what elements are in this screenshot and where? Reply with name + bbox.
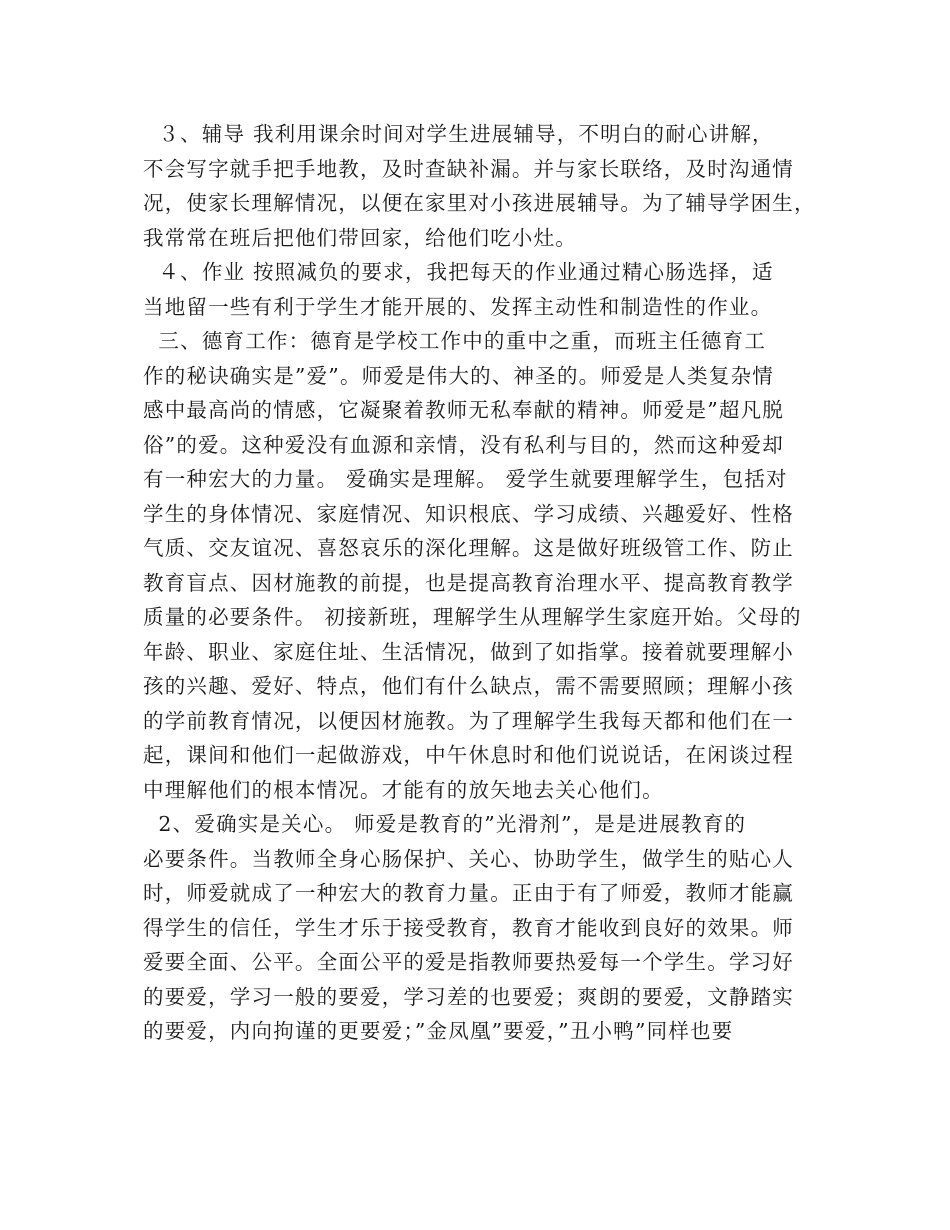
text-line: ３、辅导 我利用课余时间对学生进展辅导，不明白的耐心讲解， (143, 122, 774, 146)
text-line: 的学前教育情况，以便因材施教。为了理解学生我每天都和他们在一 (143, 708, 794, 733)
text-line: 有一种宏大的力量。 爱确实是理解。 爱学生就要理解学生，包括对 (143, 467, 788, 491)
text-line: 教育盲点、因材施教的前提，也是提高教育治理水平、提高教育教学 (143, 570, 794, 595)
text-line: 我常常在班后把他们带回家，给他们吃小灶。 (143, 225, 577, 250)
text-line: 质量的必要条件。 初接新班，理解学生从理解学生家庭开始。父母的 (143, 605, 802, 629)
text-line: 必要条件。当教师全身心肠保护、关心、协助学生，做学生的贴心人 (143, 846, 794, 871)
text-line: 三、德育工作：德育是学校工作中的重中之重，而班主任德育工 (143, 329, 767, 353)
text-line: 爱要全面、公平。全面公平的爱是指教师要热爱每一个学生。学习好 (143, 950, 794, 974)
text-line: 感中最高尚的情感，它凝聚着教师无私奉献的精神。师爱是”超凡脱 (143, 398, 784, 422)
text-line: 起，课间和他们一起做游戏，中午休息时和他们说说话，在闲谈过程 (143, 743, 794, 767)
text-line: 2、爱确实是关心。 师爱是教育的”光滑剂”，是是进展教育的 (143, 812, 747, 836)
text-line: 的要爱，内向拘谨的更要爱；”金凤凰”要爱，”丑小鸭”同样也要 (143, 1019, 734, 1043)
text-line: 年龄、职业、家庭住址、生活情况，做到了如指掌。接着就要理解小 (143, 639, 794, 664)
body-text (143, 117, 823, 1049)
text-line: 作的秘诀确实是”爱”。师爱是伟大的、神圣的。师爱是人类复杂情 (143, 363, 774, 388)
text-line: 孩的兴趣、爱好、特点，他们有什么缺点，需不需要照顾；理解小孩 (143, 674, 794, 698)
text-line: 的要爱，学习一般的要爱，学习差的也要爱；爽朗的要爱，文静踏实 (143, 984, 794, 1009)
text-line: 得学生的信任，学生才乐于接受教育，教育才能收到良好的效果。师 (143, 915, 794, 940)
text-line: 不会写字就手把手地教，及时查缺补漏。并与家长联络，及时沟通情 (143, 156, 794, 181)
text-line: ４、作业 按照减负的要求，我把每天的作业通过精心肠选择，适 (143, 260, 774, 284)
text-line: 时，师爱就成了一种宏大的教育力量。正由于有了师爱，教师才能赢 (143, 881, 794, 905)
text-line: 气质、交友谊况、喜怒哀乐的深化理解。这是做好班级管工作、防止 (143, 536, 794, 560)
text-line: 俗”的爱。这种爱没有血源和亲情，没有私利与目的，然而这种爱却 (143, 432, 784, 457)
text-line: 中理解他们的根本情况。才能有的放矢地去关心他们。 (143, 777, 664, 802)
text-line: 学生的身体情况、家庭情况、知识根底、学习成绩、兴趣爱好、性格 (143, 501, 794, 526)
text-line: 当地留一些有利于学生才能开展的、发挥主动性和制造性的作业。 (143, 294, 773, 319)
text-line: 况，使家长理解情况，以便在家里对小孩进展辅导。为了辅导学困生， (143, 191, 816, 215)
